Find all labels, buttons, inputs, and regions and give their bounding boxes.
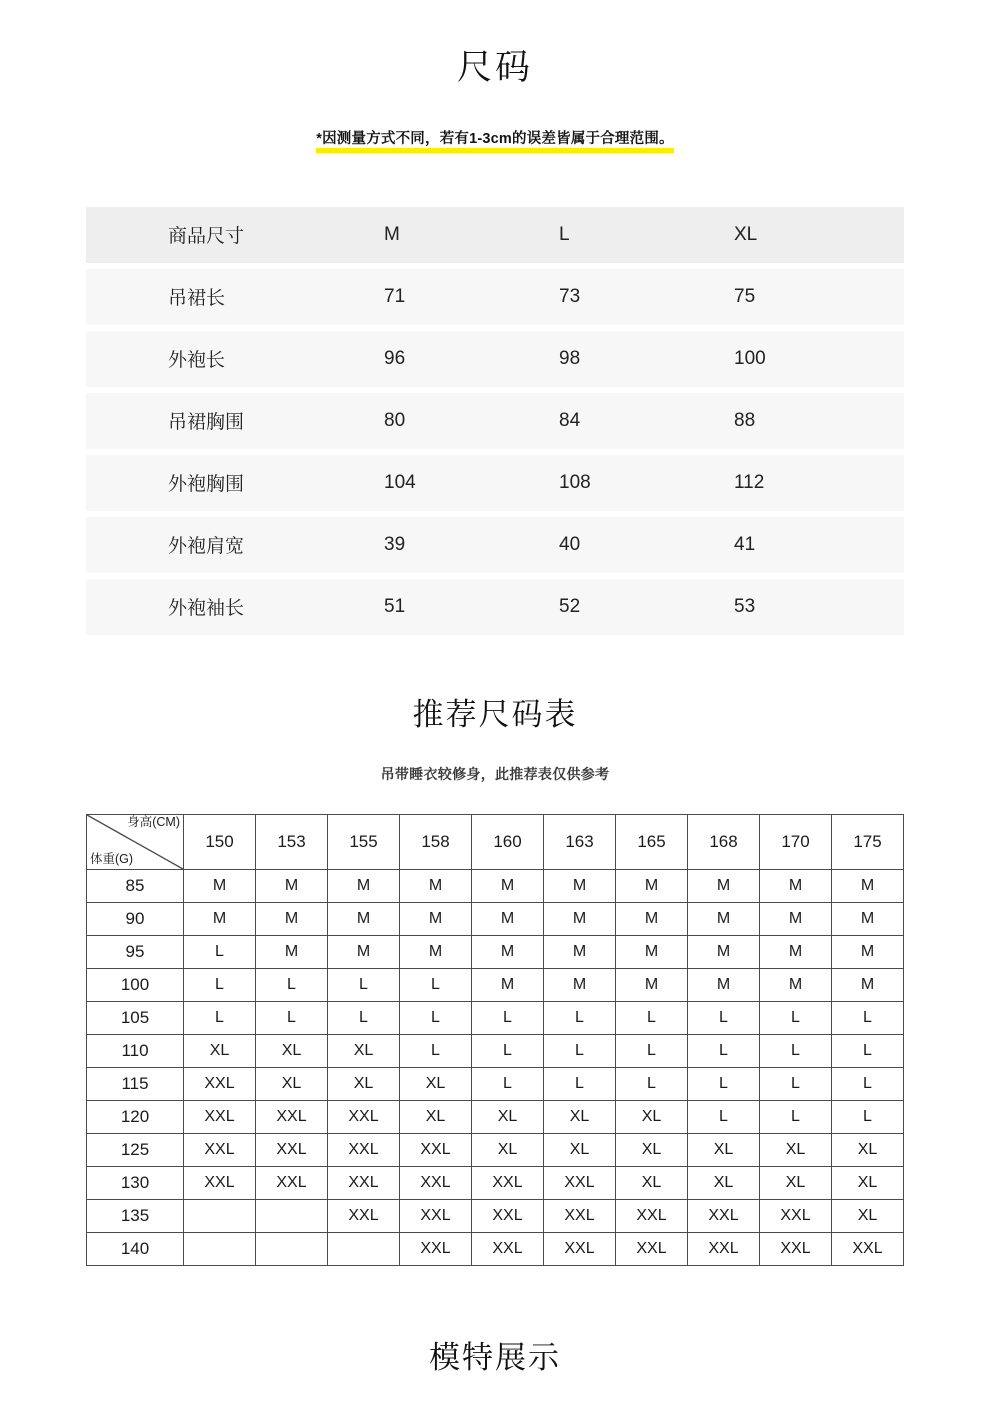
row-label: 外袍肩宽	[86, 517, 366, 573]
size-cell: M	[328, 902, 400, 935]
size-cell: M	[184, 902, 256, 935]
recommend-table-row	[87, 1100, 904, 1133]
cell-m: 39	[366, 517, 541, 573]
size-cell: M	[832, 869, 904, 902]
weight-row-header: 135	[87, 1199, 184, 1232]
recommend-table-row	[87, 1166, 904, 1199]
size-cell: XXL	[472, 1199, 544, 1232]
recommend-section-note: 吊带睡衣较修身，此推荐表仅供参考	[380, 765, 610, 782]
size-cell: L	[544, 1001, 616, 1034]
size-cell: XL	[616, 1166, 688, 1199]
weight-axis-label: 体重(G)	[90, 851, 134, 866]
recommend-table-row	[87, 902, 904, 935]
size-cell: L	[832, 1034, 904, 1067]
size-cell: XXL	[544, 1166, 616, 1199]
size-cell	[256, 1199, 328, 1232]
size-cell: XL	[688, 1166, 760, 1199]
cell-l: 40	[541, 517, 716, 573]
recommend-table-row	[87, 869, 904, 902]
cell-l: 98	[541, 331, 716, 387]
disclaimer-row	[0, 130, 990, 153]
size-cell: M	[544, 935, 616, 968]
weight-row-header: 85	[87, 869, 184, 902]
size-cell: XXL	[616, 1232, 688, 1265]
weight-row-header: 125	[87, 1133, 184, 1166]
size-cell: L	[328, 1001, 400, 1034]
cell-xl: 75	[716, 269, 904, 325]
size-cell: XXL	[688, 1199, 760, 1232]
size-cell: M	[832, 902, 904, 935]
recommend-table-body	[87, 869, 904, 1265]
size-cell	[184, 1232, 256, 1265]
recommend-size-table	[86, 814, 904, 1266]
size-cell: L	[256, 968, 328, 1001]
size-cell: XL	[544, 1133, 616, 1166]
size-cell: M	[616, 968, 688, 1001]
size-cell: XXL	[328, 1199, 400, 1232]
size-cell: M	[760, 869, 832, 902]
size-cell: XL	[688, 1133, 760, 1166]
size-cell: XL	[400, 1100, 472, 1133]
table-row	[86, 331, 904, 387]
size-cell: XL	[832, 1166, 904, 1199]
size-cell: M	[328, 935, 400, 968]
size-cell: M	[544, 902, 616, 935]
recommend-header-row	[87, 814, 904, 869]
size-cell: M	[184, 869, 256, 902]
cell-m: 51	[366, 579, 541, 635]
size-cell	[328, 1232, 400, 1265]
weight-row-header: 130	[87, 1166, 184, 1199]
size-cell: L	[688, 1067, 760, 1100]
row-label: 外袍袖长	[86, 579, 366, 635]
height-col-header: 155	[328, 814, 400, 869]
garment-size-table-body	[86, 269, 904, 635]
size-cell: L	[256, 1001, 328, 1034]
size-cell: XL	[832, 1133, 904, 1166]
size-cell: XL	[184, 1034, 256, 1067]
row-label: 外袍长	[86, 331, 366, 387]
weight-row-header: 100	[87, 968, 184, 1001]
size-cell: L	[400, 1034, 472, 1067]
size-cell: XXL	[328, 1166, 400, 1199]
table-row	[86, 455, 904, 511]
size-cell: L	[472, 1034, 544, 1067]
height-col-header: 175	[832, 814, 904, 869]
recommend-table-row	[87, 1199, 904, 1232]
measurement-disclaimer: *因测量方式不同，若有1-3cm的误差皆属于合理范围。	[316, 131, 673, 153]
size-cell: XXL	[400, 1166, 472, 1199]
size-cell: M	[688, 902, 760, 935]
size-cell: L	[400, 968, 472, 1001]
cell-l: 108	[541, 455, 716, 511]
recommend-table-row	[87, 1232, 904, 1265]
table-row	[86, 579, 904, 635]
table-header-row	[86, 207, 904, 263]
size-cell: XXL	[328, 1100, 400, 1133]
recommend-table-row	[87, 1034, 904, 1067]
size-cell: XXL	[832, 1232, 904, 1265]
size-cell: L	[400, 1001, 472, 1034]
size-cell: L	[616, 1067, 688, 1100]
size-cell: L	[688, 1100, 760, 1133]
size-cell: M	[616, 869, 688, 902]
size-cell: L	[184, 968, 256, 1001]
size-cell: XXL	[760, 1232, 832, 1265]
size-cell: M	[688, 869, 760, 902]
height-col-header: 158	[400, 814, 472, 869]
size-cell: XL	[256, 1034, 328, 1067]
height-col-header: 160	[472, 814, 544, 869]
cell-xl: 88	[716, 393, 904, 449]
axis-corner-cell	[87, 814, 184, 869]
size-cell: M	[760, 935, 832, 968]
size-cell: L	[760, 1001, 832, 1034]
size-cell: M	[256, 902, 328, 935]
size-cell: L	[472, 1067, 544, 1100]
size-cell: XL	[400, 1067, 472, 1100]
size-cell: M	[472, 968, 544, 1001]
row-label: 吊裙长	[86, 269, 366, 325]
size-cell: M	[400, 869, 472, 902]
size-cell: M	[688, 935, 760, 968]
recommend-table-row	[87, 1067, 904, 1100]
cell-xl: 41	[716, 517, 904, 573]
table-row	[86, 517, 904, 573]
size-cell: M	[544, 869, 616, 902]
height-col-header: 163	[544, 814, 616, 869]
size-cell: XXL	[184, 1100, 256, 1133]
cell-m: 71	[366, 269, 541, 325]
garment-size-table	[86, 201, 904, 641]
size-cell: L	[832, 1100, 904, 1133]
size-cell: XXL	[760, 1199, 832, 1232]
row-label: 吊裙胸围	[86, 393, 366, 449]
size-cell: XL	[832, 1199, 904, 1232]
size-cell	[256, 1232, 328, 1265]
size-cell: M	[256, 935, 328, 968]
size-cell: XL	[328, 1067, 400, 1100]
size-cell: M	[400, 902, 472, 935]
size-cell: XXL	[544, 1232, 616, 1265]
size-cell: XL	[616, 1100, 688, 1133]
size-cell: XXL	[400, 1232, 472, 1265]
model-showcase-title: 模特展示	[429, 1339, 561, 1375]
weight-row-header: 90	[87, 902, 184, 935]
table-row	[86, 393, 904, 449]
table-row	[86, 269, 904, 325]
weight-row-header: 110	[87, 1034, 184, 1067]
size-cell: M	[544, 968, 616, 1001]
col-header-m: M	[366, 207, 541, 263]
cell-l: 52	[541, 579, 716, 635]
cell-xl: 53	[716, 579, 904, 635]
page-title: 尺码	[456, 48, 533, 87]
col-header-attribute: 商品尺寸	[86, 207, 366, 263]
size-cell: M	[256, 869, 328, 902]
size-cell: M	[616, 935, 688, 968]
height-col-header: 153	[256, 814, 328, 869]
size-cell: L	[832, 1067, 904, 1100]
size-cell: XL	[544, 1100, 616, 1133]
size-cell: XXL	[400, 1199, 472, 1232]
size-cell: XL	[760, 1166, 832, 1199]
size-cell: XXL	[616, 1199, 688, 1232]
weight-row-header: 140	[87, 1232, 184, 1265]
size-cell: L	[616, 1034, 688, 1067]
size-cell: L	[616, 1001, 688, 1034]
size-cell: XXL	[544, 1199, 616, 1232]
size-cell: XXL	[688, 1232, 760, 1265]
height-col-header: 150	[184, 814, 256, 869]
recommend-table-head	[87, 814, 904, 869]
height-col-header: 170	[760, 814, 832, 869]
size-cell: M	[832, 935, 904, 968]
size-cell: M	[472, 902, 544, 935]
size-cell: L	[688, 1034, 760, 1067]
height-col-header: 168	[688, 814, 760, 869]
size-cell: M	[760, 968, 832, 1001]
size-cell: L	[328, 968, 400, 1001]
recommend-table-row	[87, 968, 904, 1001]
col-header-l: L	[541, 207, 716, 263]
size-cell: L	[184, 1001, 256, 1034]
recommend-table-row	[87, 1001, 904, 1034]
size-cell: M	[760, 902, 832, 935]
size-cell: XXL	[328, 1133, 400, 1166]
height-col-header: 165	[616, 814, 688, 869]
garment-size-table-wrap	[86, 201, 904, 641]
size-cell: XL	[472, 1133, 544, 1166]
size-cell: XL	[616, 1133, 688, 1166]
size-cell: M	[400, 935, 472, 968]
size-cell: L	[544, 1067, 616, 1100]
cell-m: 104	[366, 455, 541, 511]
weight-row-header: 120	[87, 1100, 184, 1133]
weight-row-header: 115	[87, 1067, 184, 1100]
size-cell: XL	[760, 1133, 832, 1166]
size-cell: L	[184, 935, 256, 968]
size-cell: L	[832, 1001, 904, 1034]
size-cell: XXL	[400, 1133, 472, 1166]
size-cell: XXL	[184, 1166, 256, 1199]
size-cell: L	[760, 1034, 832, 1067]
recommend-table-row	[87, 1133, 904, 1166]
size-cell: M	[328, 869, 400, 902]
size-cell: XXL	[256, 1166, 328, 1199]
size-cell: XXL	[256, 1100, 328, 1133]
size-cell: XXL	[184, 1133, 256, 1166]
size-cell	[184, 1199, 256, 1232]
cell-l: 84	[541, 393, 716, 449]
cell-xl: 112	[716, 455, 904, 511]
size-cell: XXL	[184, 1067, 256, 1100]
cell-l: 73	[541, 269, 716, 325]
size-cell: M	[832, 968, 904, 1001]
size-cell: L	[472, 1001, 544, 1034]
row-label: 外袍胸围	[86, 455, 366, 511]
size-cell: XXL	[256, 1133, 328, 1166]
size-cell: XL	[328, 1034, 400, 1067]
recommend-table-wrap	[86, 814, 904, 1266]
size-cell: M	[688, 968, 760, 1001]
size-cell: M	[616, 902, 688, 935]
weight-row-header: 95	[87, 935, 184, 968]
size-cell: L	[760, 1100, 832, 1133]
size-cell: M	[472, 869, 544, 902]
size-cell: XL	[256, 1067, 328, 1100]
cell-xl: 100	[716, 331, 904, 387]
size-cell: M	[472, 935, 544, 968]
size-cell: L	[760, 1067, 832, 1100]
size-cell: XXL	[472, 1232, 544, 1265]
col-header-xl: XL	[716, 207, 904, 263]
size-cell: L	[544, 1034, 616, 1067]
weight-row-header: 105	[87, 1001, 184, 1034]
recommend-table-row	[87, 935, 904, 968]
size-cell: XL	[472, 1100, 544, 1133]
garment-size-table-head	[86, 207, 904, 263]
height-axis-label: 身高(CM)	[127, 814, 180, 829]
recommend-section-title: 推荐尺码表	[412, 696, 578, 732]
size-cell: XXL	[472, 1166, 544, 1199]
cell-m: 80	[366, 393, 541, 449]
cell-m: 96	[366, 331, 541, 387]
size-cell: L	[688, 1001, 760, 1034]
